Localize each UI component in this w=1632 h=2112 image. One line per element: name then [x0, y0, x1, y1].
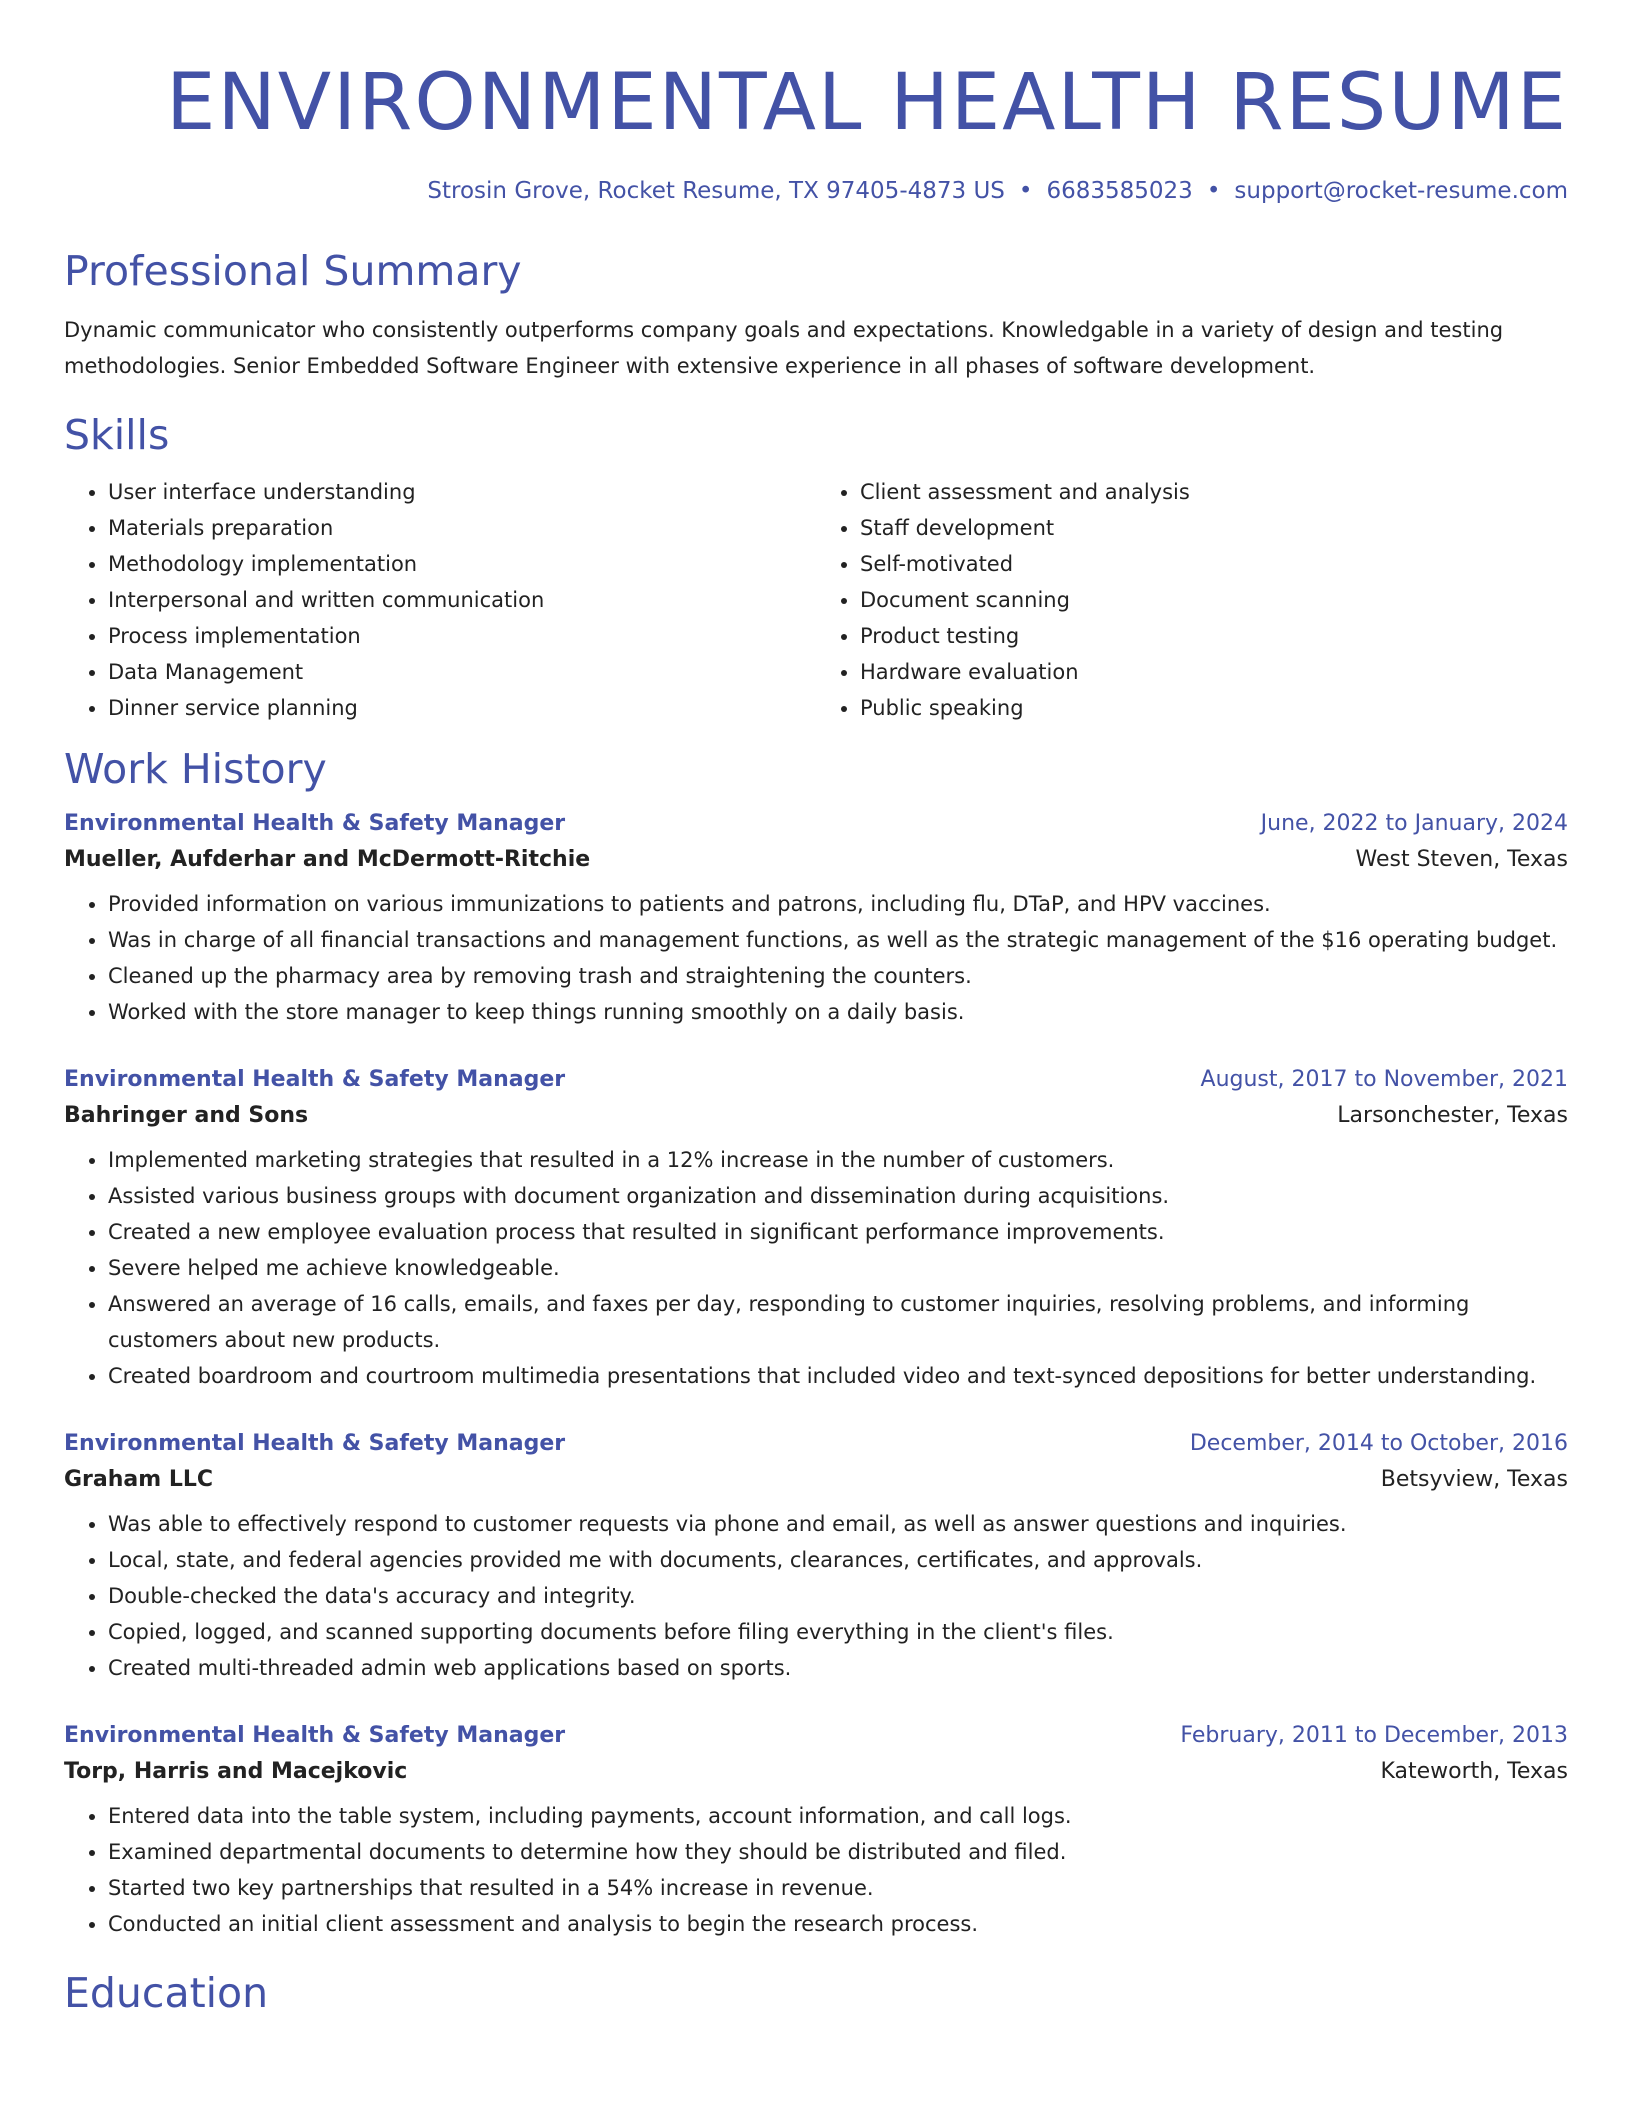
job-bullet: • Implemented marketing strategies that resulted in a 12% increase in the number of customers. — [108, 1142, 1568, 1178]
job-entry — [64, 808, 1568, 1030]
job-company: Bahringer and Sons — [64, 1103, 309, 1128]
skill-item: • Materials preparation — [108, 510, 816, 546]
job-company: Mueller, Aufderhar and McDermott-Ritchie — [64, 847, 591, 872]
job-bullets — [64, 1506, 1568, 1686]
job-bullet: • Created a new employee evaluation process that resulted in significant performance improvements. — [108, 1214, 1568, 1250]
skill-item: • Data Management — [108, 654, 816, 690]
skill-item: • Document scanning — [860, 582, 1568, 618]
skill-item: • Interpersonal and written communication — [108, 582, 816, 618]
job-bullet: • Entered data into the table system, including payments, account information, and call logs. — [108, 1798, 1568, 1834]
job-location: Kateworth, Texas — [1380, 1759, 1568, 1784]
skill-item: • Self-motivated — [860, 546, 1568, 582]
skill-item: • Public speaking — [860, 690, 1568, 726]
job-bullet: • Examined departmental documents to determine how they should be distributed and filed. — [108, 1834, 1568, 1870]
job-title: Environmental Health & Safety Manager — [64, 811, 566, 836]
skills-heading: Skills — [64, 411, 170, 459]
contact-separator: • — [1018, 178, 1033, 204]
job-entry — [64, 1428, 1568, 1686]
resume-page — [64, 0, 1568, 2018]
job-bullet: • Double-checked the data's accuracy and integrity. — [108, 1578, 1568, 1614]
skill-item: • Product testing — [860, 618, 1568, 654]
skill-item: • Methodology implementation — [108, 546, 816, 582]
job-bullets — [64, 1142, 1568, 1394]
skill-item: • User interface understanding — [108, 474, 816, 510]
job-company: Torp, Harris and Macejkovic — [64, 1759, 408, 1784]
job-bullet: • Severe helped me achieve knowledgeable. — [108, 1250, 1568, 1286]
skills-column-right — [816, 474, 1568, 726]
job-company: Graham LLC — [64, 1467, 214, 1492]
job-bullet: • Provided information on various immunizations to patients and patrons, including flu, DTaP, and HPV vaccines. — [108, 886, 1568, 922]
skill-item: • Hardware evaluation — [860, 654, 1568, 690]
job-bullet: • Local, state, and federal agencies provided me with documents, clearances, certificates, and approvals. — [108, 1542, 1568, 1578]
resume-title: ENVIRONMENTAL HEALTH RESUME — [166, 58, 1568, 148]
job-location: Larsonchester, Texas — [1337, 1103, 1568, 1128]
work-history-heading: Work History — [64, 745, 327, 793]
job-bullets — [64, 1798, 1568, 1942]
contact-line — [64, 176, 1568, 206]
summary-text: Dynamic communicator who consistently outperforms company goals and expectations. Knowledgable in a variety of design and testing methodologies. Senior Embedded Software Engineer with extensive experience in all phases of software development. — [64, 318, 1504, 378]
job-entry — [64, 1720, 1568, 1942]
skill-item: • Process implementation — [108, 618, 816, 654]
skill-item: • Client assessment and analysis — [860, 474, 1568, 510]
contact-email: support@rocket-resume.com — [1234, 178, 1568, 204]
skills-list — [64, 474, 1568, 726]
job-location: West Steven, Texas — [1355, 847, 1568, 872]
job-entry — [64, 1064, 1568, 1394]
job-bullets — [64, 886, 1568, 1030]
contact-phone: 6683585023 — [1046, 178, 1193, 204]
job-location: Betsyview, Texas — [1380, 1467, 1568, 1492]
job-title: Environmental Health & Safety Manager — [64, 1431, 566, 1456]
job-dates: August, 2017 to November, 2021 — [1200, 1067, 1568, 1092]
contact-address: Strosin Grove, Rocket Resume, TX 97405-4873 US — [427, 178, 1005, 204]
job-bullet: • Answered an average of 16 calls, emails, and faxes per day, responding to customer inquiries, resolving problems, and informing customers about new products. — [108, 1286, 1568, 1358]
skill-item: • Dinner service planning — [108, 690, 816, 726]
job-bullet: • Was in charge of all financial transactions and management functions, as well as the strategic management of the $16 operating budget. — [108, 922, 1568, 958]
summary-heading: Professional Summary — [64, 247, 522, 295]
job-bullet: • Cleaned up the pharmacy area by removing trash and straightening the counters. — [108, 958, 1568, 994]
job-title: Environmental Health & Safety Manager — [64, 1723, 566, 1748]
contact-separator: • — [1206, 178, 1221, 204]
job-bullet: • Copied, logged, and scanned supporting documents before filing everything in the client's files. — [108, 1614, 1568, 1650]
education-heading: Education — [64, 1969, 269, 2017]
job-title: Environmental Health & Safety Manager — [64, 1067, 566, 1092]
job-dates: February, 2011 to December, 2013 — [1180, 1723, 1568, 1748]
job-bullet: • Created boardroom and courtroom multimedia presentations that included video and text-synced depositions for better understanding. — [108, 1358, 1568, 1394]
job-bullet: • Assisted various business groups with document organization and dissemination during acquisitions. — [108, 1178, 1568, 1214]
job-dates: December, 2014 to October, 2016 — [1189, 1431, 1568, 1456]
job-bullet: • Worked with the store manager to keep things running smoothly on a daily basis. — [108, 994, 1568, 1030]
job-bullet: • Started two key partnerships that resulted in a 54% increase in revenue. — [108, 1870, 1568, 1906]
skills-column-left — [64, 474, 816, 726]
skill-item: • Staff development — [860, 510, 1568, 546]
job-dates: June, 2022 to January, 2024 — [1260, 811, 1568, 836]
job-bullet: • Conducted an initial client assessment and analysis to begin the research process. — [108, 1906, 1568, 1942]
job-bullet: • Created multi-threaded admin web applications based on sports. — [108, 1650, 1568, 1686]
job-bullet: • Was able to effectively respond to customer requests via phone and email, as well as answer questions and inquiries. — [108, 1506, 1568, 1542]
